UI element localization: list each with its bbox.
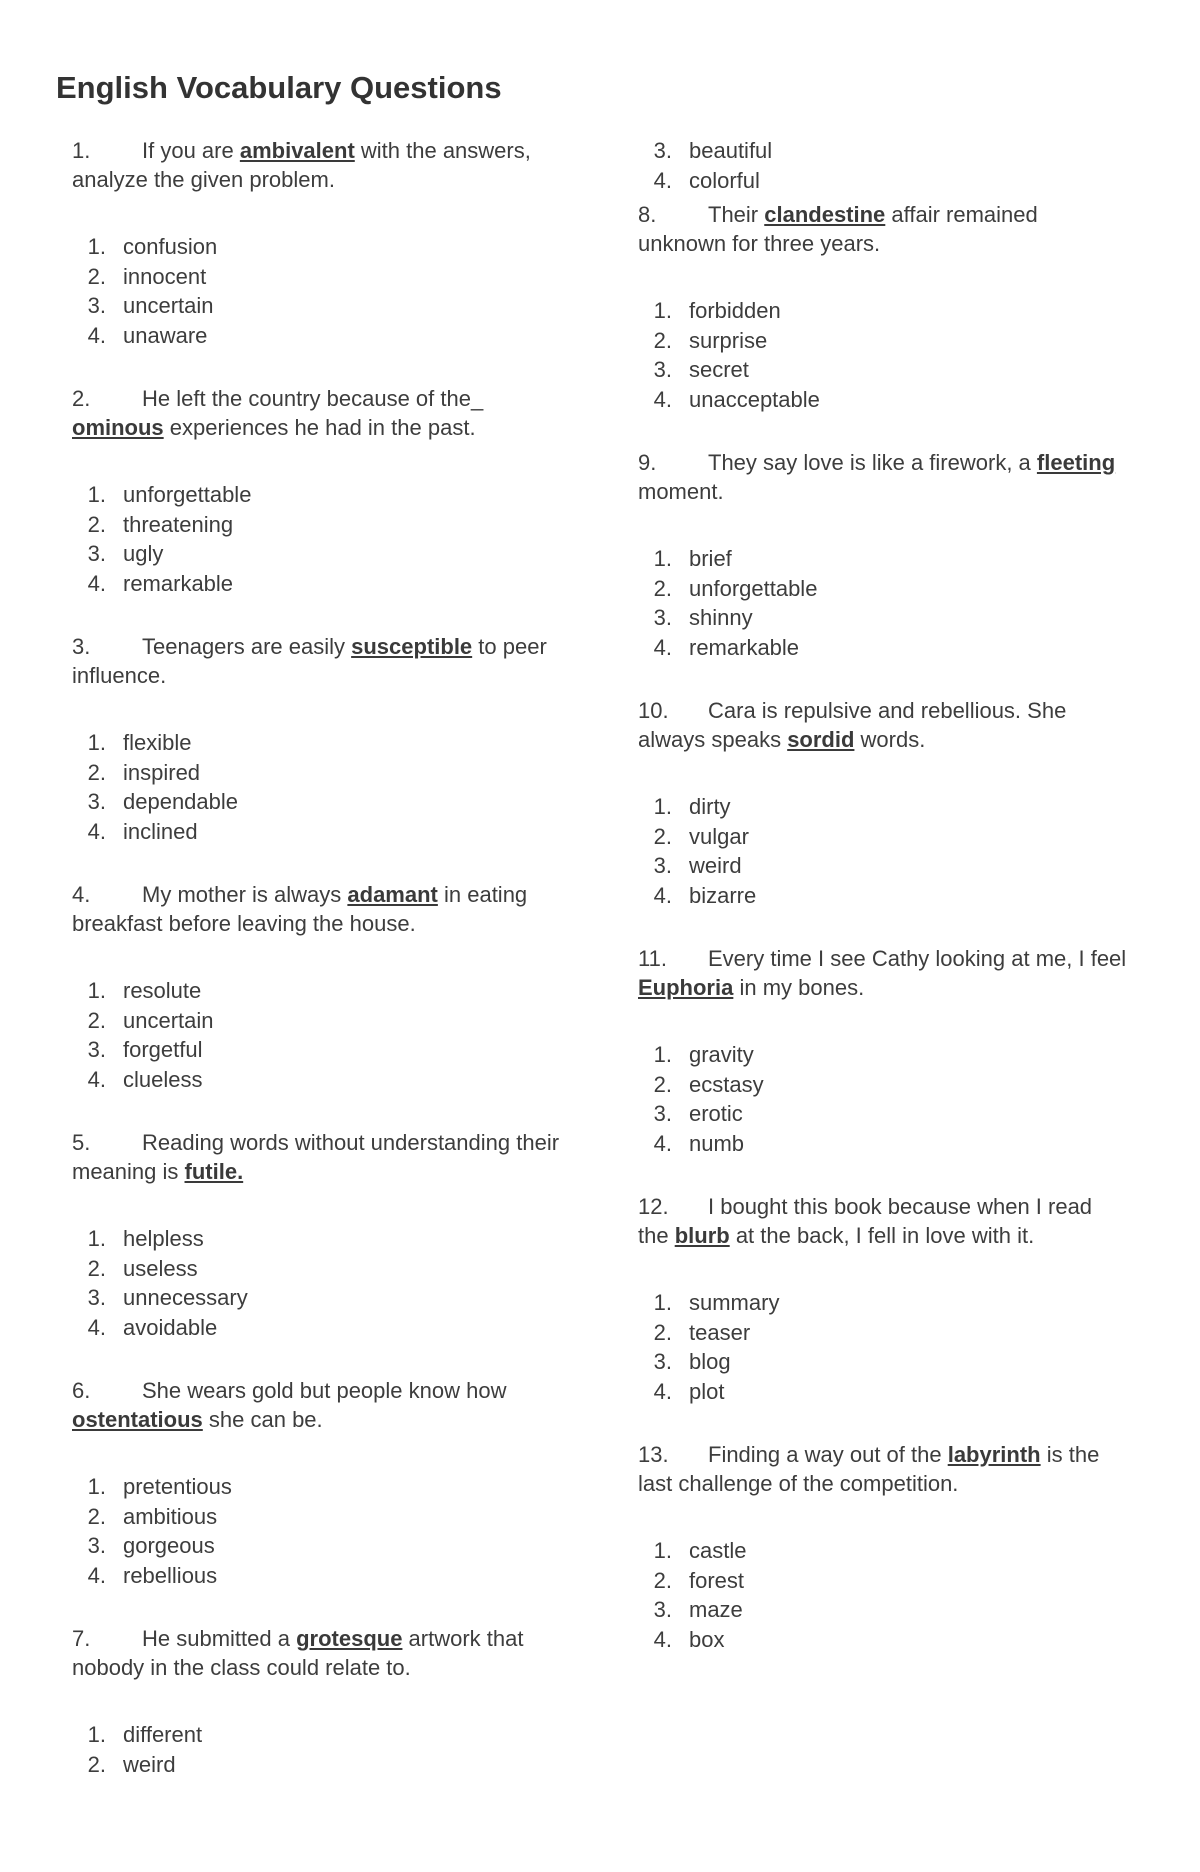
- question-number: 12.: [638, 1194, 669, 1219]
- option-number: 3.: [87, 1285, 106, 1310]
- option-label: inclined: [123, 818, 198, 844]
- question-number: 11.: [638, 946, 667, 971]
- question-block: [72, 1376, 572, 1624]
- option-label: colorful: [689, 167, 760, 193]
- question-text-after: to peer influence.: [72, 634, 547, 688]
- question-number: 9.: [638, 450, 657, 475]
- option-number: 2.: [653, 823, 672, 849]
- vocabulary-word: futile.: [184, 1159, 244, 1184]
- answer-option: [638, 1595, 1138, 1625]
- question-text-after: affair remained unknown for three years.: [638, 202, 1038, 256]
- option-label: unaware: [123, 322, 208, 348]
- question-text: [638, 696, 1128, 754]
- option-number: 4.: [87, 322, 106, 348]
- option-number: 3.: [87, 541, 106, 566]
- question-text: [72, 384, 562, 442]
- question-text-before: Cara is repulsive and rebellious. She always speaks: [638, 698, 1067, 752]
- option-label: uncertain: [123, 293, 214, 318]
- option-number: 3.: [653, 605, 672, 630]
- answer-option: [72, 1035, 572, 1065]
- question-block: [638, 944, 1138, 1192]
- question-text: [72, 1128, 562, 1186]
- option-number: 4.: [653, 1626, 672, 1652]
- option-label: inspired: [123, 759, 201, 785]
- option-label: erotic: [689, 1101, 743, 1126]
- option-number: 1.: [87, 1474, 106, 1499]
- option-number: 1.: [87, 234, 106, 259]
- option-number: 3.: [87, 293, 106, 318]
- question-number: 13.: [638, 1442, 669, 1467]
- option-label: weird: [689, 853, 742, 878]
- option-label: forbidden: [689, 298, 781, 323]
- option-label: confusion: [123, 234, 218, 259]
- question-text: [638, 1440, 1128, 1498]
- answer-option: [638, 1129, 1138, 1159]
- answer-option: [638, 166, 1138, 196]
- question-number: 5.: [72, 1130, 91, 1155]
- question-number: 2.: [72, 386, 91, 411]
- answer-options: [638, 136, 1138, 195]
- answer-option: [638, 355, 1138, 385]
- question-text: [638, 944, 1128, 1002]
- option-label: bizarre: [689, 882, 757, 908]
- vocabulary-word: clandestine: [764, 202, 886, 227]
- option-number: 3.: [653, 1349, 672, 1374]
- question-number: 1.: [72, 138, 91, 163]
- answer-option: [72, 539, 572, 569]
- page-title: English Vocabulary Questions: [56, 70, 502, 105]
- option-number: 4.: [653, 167, 672, 193]
- option-number: 3.: [87, 789, 106, 814]
- option-label: remarkable: [123, 570, 234, 596]
- answer-option: [638, 1536, 1138, 1566]
- option-label: maze: [689, 1597, 743, 1622]
- answer-option: [638, 792, 1138, 822]
- answer-options: [638, 792, 1138, 910]
- answer-option: [638, 881, 1138, 911]
- option-label: useless: [123, 1255, 198, 1281]
- question-block: [72, 136, 572, 384]
- option-number: 1.: [87, 482, 106, 507]
- vocabulary-word: susceptible: [351, 634, 473, 659]
- answer-option: [638, 1566, 1138, 1596]
- option-label: beautiful: [689, 138, 773, 163]
- option-label: plot: [689, 1378, 725, 1404]
- option-label: secret: [689, 357, 749, 382]
- vocabulary-word: labyrinth: [947, 1442, 1041, 1467]
- question-text: [72, 1624, 562, 1682]
- option-number: 3.: [653, 138, 672, 163]
- question-text-after: experiences he had in the past.: [163, 415, 476, 440]
- option-number: 1.: [653, 1042, 672, 1067]
- option-label: ambitious: [123, 1503, 218, 1529]
- answer-option: [638, 1377, 1138, 1407]
- question-block: [72, 632, 572, 880]
- question-text: [72, 880, 562, 938]
- vocabulary-word: grotesque: [296, 1626, 403, 1651]
- answer-option: [638, 822, 1138, 852]
- answer-options: [72, 232, 572, 350]
- option-label: forest: [689, 1567, 745, 1593]
- option-number: 1.: [87, 978, 106, 1003]
- option-label: avoidable: [123, 1314, 218, 1340]
- question-text-after: in my bones.: [733, 975, 865, 1000]
- question-number: 3.: [72, 634, 91, 659]
- question-block: [638, 200, 1138, 448]
- answer-option: [72, 758, 572, 788]
- answer-option: [638, 1070, 1138, 1100]
- option-label: gravity: [689, 1042, 754, 1067]
- option-number: 4.: [653, 1130, 672, 1156]
- question-text: [72, 632, 562, 690]
- question-text-before: Finding a way out of the: [708, 1442, 948, 1467]
- right-column: [638, 136, 1138, 1688]
- answer-option: [72, 1224, 572, 1254]
- answer-option: [72, 1006, 572, 1036]
- question-block: [72, 880, 572, 1128]
- question-text-after: with the answers, analyze the given problem.: [72, 138, 531, 192]
- option-label: different: [123, 1722, 203, 1747]
- option-label: forgetful: [123, 1037, 203, 1062]
- answer-option: [638, 1318, 1138, 1348]
- answer-options: [638, 1288, 1138, 1406]
- answer-option: [72, 1750, 572, 1780]
- option-label: gorgeous: [123, 1533, 215, 1558]
- question-text-before: If you are: [142, 138, 240, 163]
- left-column: [72, 136, 572, 1872]
- answer-option: [72, 1720, 572, 1750]
- option-number: 1.: [653, 1290, 672, 1315]
- answer-options: [638, 1536, 1138, 1654]
- question-text: [72, 1376, 562, 1434]
- question-text-before: He left the country because of the_: [142, 386, 484, 411]
- option-number: 2.: [87, 1255, 106, 1281]
- option-number: 4.: [87, 1066, 106, 1092]
- option-number: 1.: [87, 730, 106, 755]
- answer-option: [72, 232, 572, 262]
- option-number: 4.: [87, 1314, 106, 1340]
- question-text-before: They say love is like a firework, a: [708, 450, 1037, 475]
- vocabulary-word: ostentatious: [72, 1407, 203, 1432]
- option-label: dependable: [123, 789, 239, 814]
- question-number: 4.: [72, 882, 91, 907]
- vocabulary-word: ambivalent: [239, 138, 355, 163]
- option-label: box: [689, 1626, 725, 1652]
- answer-option: [72, 1531, 572, 1561]
- vocabulary-word: blurb: [674, 1223, 730, 1248]
- question-text-before: She wears gold but people know how: [142, 1378, 507, 1403]
- question-text-before: Reading words without understanding their meaning is: [72, 1130, 560, 1184]
- answer-option: [72, 480, 572, 510]
- option-number: 4.: [653, 1378, 672, 1404]
- option-number: 4.: [87, 1562, 106, 1588]
- answer-options: [72, 1224, 572, 1342]
- question-text-after: at the back, I fell in love with it.: [729, 1223, 1035, 1248]
- answer-option: [72, 787, 572, 817]
- question-text-before: I bought this book because when I read the: [638, 1194, 1093, 1248]
- option-number: 4.: [653, 882, 672, 908]
- answer-option: [72, 976, 572, 1006]
- option-label: shinny: [689, 605, 753, 630]
- option-label: remarkable: [689, 634, 800, 660]
- option-number: 2.: [87, 1007, 106, 1033]
- option-number: 1.: [653, 298, 672, 323]
- option-number: 3.: [653, 853, 672, 878]
- vocabulary-word: adamant: [347, 882, 438, 907]
- answer-option: [72, 1313, 572, 1343]
- answer-options: [72, 1472, 572, 1590]
- option-number: 1.: [87, 1722, 106, 1747]
- question-text-before: Teenagers are easily: [142, 634, 352, 659]
- option-number: 4.: [87, 818, 106, 844]
- option-label: ugly: [123, 541, 164, 566]
- answer-options: [638, 296, 1138, 414]
- question-text-before: Every time I see Cathy looking at me, I feel: [708, 946, 1127, 971]
- question-text-before: Their: [708, 202, 765, 227]
- option-number: 2.: [653, 1567, 672, 1593]
- option-label: unnecessary: [123, 1285, 248, 1310]
- question-number: 10.: [638, 698, 669, 723]
- answer-option: [638, 296, 1138, 326]
- option-number: 4.: [653, 386, 672, 412]
- question-continuation: [638, 136, 1138, 200]
- option-label: resolute: [123, 978, 202, 1003]
- answer-option: [638, 603, 1138, 633]
- option-label: flexible: [123, 730, 192, 755]
- question-text: [638, 448, 1128, 506]
- question-text-after: artwork that nobody in the class could relate to.: [72, 1626, 524, 1680]
- option-number: 3.: [653, 1101, 672, 1126]
- question-text-after: words.: [854, 727, 926, 752]
- answer-option: [638, 136, 1138, 166]
- option-label: summary: [689, 1290, 780, 1315]
- answer-option: [72, 1502, 572, 1532]
- answer-option: [72, 817, 572, 847]
- question-block: [638, 1440, 1138, 1688]
- answer-options: [72, 480, 572, 598]
- option-label: blog: [689, 1349, 731, 1374]
- option-number: 2.: [87, 263, 106, 289]
- vocabulary-word: Euphoria: [638, 975, 734, 1000]
- option-number: 2.: [653, 1319, 672, 1345]
- option-label: rebellious: [123, 1562, 218, 1588]
- option-label: numb: [689, 1130, 745, 1156]
- answer-option: [72, 728, 572, 758]
- option-number: 2.: [87, 1503, 106, 1529]
- question-number: 7.: [72, 1626, 91, 1651]
- answer-option: [638, 544, 1138, 574]
- answer-options: [638, 1040, 1138, 1158]
- option-label: unforgettable: [689, 575, 818, 601]
- option-label: unforgettable: [123, 482, 252, 507]
- question-text-before: He submitted a: [142, 1626, 297, 1651]
- answer-option: [72, 510, 572, 540]
- option-label: brief: [689, 546, 732, 571]
- option-label: pretentious: [123, 1474, 232, 1499]
- question-number: 8.: [638, 202, 657, 227]
- option-label: ecstasy: [689, 1071, 764, 1097]
- option-number: 3.: [87, 1037, 106, 1062]
- option-label: weird: [123, 1751, 176, 1777]
- vocabulary-word: ominous: [72, 415, 164, 440]
- option-number: 3.: [653, 357, 672, 382]
- option-label: castle: [689, 1538, 747, 1563]
- answer-option: [72, 321, 572, 351]
- answer-options: [638, 544, 1138, 662]
- option-number: 2.: [653, 575, 672, 601]
- answer-option: [638, 326, 1138, 356]
- option-number: 4.: [653, 634, 672, 660]
- option-label: clueless: [123, 1066, 203, 1092]
- answer-options: [72, 1720, 572, 1779]
- answer-option: [638, 574, 1138, 604]
- answer-options: [72, 728, 572, 846]
- question-text-after: she can be.: [202, 1407, 323, 1432]
- option-number: 1.: [653, 794, 672, 819]
- question-block: [638, 696, 1138, 944]
- question-text-before: My mother is always: [142, 882, 348, 907]
- option-number: 1.: [653, 546, 672, 571]
- answer-option: [638, 1625, 1138, 1655]
- answer-option: [72, 1283, 572, 1313]
- option-number: 2.: [653, 327, 672, 353]
- option-label: innocent: [123, 263, 207, 289]
- option-label: surprise: [689, 327, 768, 353]
- answer-option: [638, 851, 1138, 881]
- answer-option: [72, 1254, 572, 1284]
- question-block: [72, 1128, 572, 1376]
- question-block: [638, 448, 1138, 696]
- question-block: [638, 1192, 1138, 1440]
- option-label: vulgar: [689, 823, 749, 849]
- answer-option: [638, 385, 1138, 415]
- answer-option: [72, 569, 572, 599]
- answer-option: [72, 1561, 572, 1591]
- option-number: 1.: [653, 1538, 672, 1563]
- answer-option: [72, 262, 572, 292]
- question-text-after: is the last challenge of the competition.: [638, 1442, 1100, 1496]
- option-number: 2.: [653, 1071, 672, 1097]
- answer-option: [638, 633, 1138, 663]
- answer-option: [72, 291, 572, 321]
- option-number: 3.: [87, 1533, 106, 1558]
- answer-option: [638, 1099, 1138, 1129]
- option-label: unacceptable: [689, 386, 820, 412]
- question-block: [72, 384, 572, 632]
- option-label: threatening: [123, 511, 234, 537]
- question-number: 6.: [72, 1378, 91, 1403]
- answer-option: [72, 1065, 572, 1095]
- option-label: dirty: [689, 794, 731, 819]
- option-number: 2.: [87, 759, 106, 785]
- question-text: [72, 136, 562, 194]
- option-number: 2.: [87, 511, 106, 537]
- option-number: 1.: [87, 1226, 106, 1251]
- question-text: [638, 200, 1128, 258]
- question-text-after: in eating breakfast before leaving the house.: [72, 882, 528, 936]
- option-label: uncertain: [123, 1007, 214, 1033]
- option-label: teaser: [689, 1319, 751, 1345]
- option-number: 3.: [653, 1597, 672, 1622]
- option-number: 2.: [87, 1751, 106, 1777]
- answer-option: [638, 1040, 1138, 1070]
- answer-option: [72, 1472, 572, 1502]
- option-label: helpless: [123, 1226, 204, 1251]
- question-text-after: moment.: [638, 479, 724, 504]
- vocabulary-word: fleeting: [1036, 450, 1116, 475]
- answer-options: [72, 976, 572, 1094]
- option-number: 4.: [87, 570, 106, 596]
- question-text: [638, 1192, 1128, 1250]
- vocabulary-word: sordid: [787, 727, 855, 752]
- answer-option: [638, 1347, 1138, 1377]
- answer-option: [638, 1288, 1138, 1318]
